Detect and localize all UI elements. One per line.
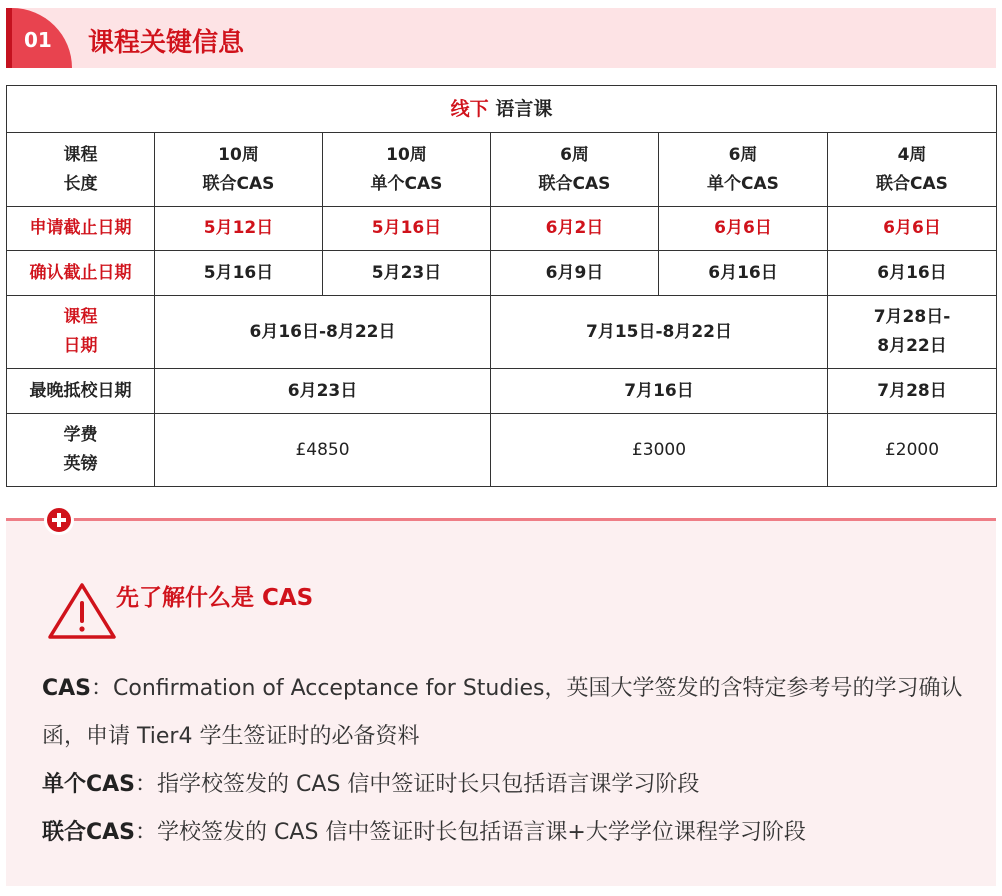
section-number-badge <box>6 8 72 68</box>
table-cell: 6月23日 <box>155 369 491 414</box>
definition-item: 单个CAS：指学校签发的 CAS 信中签证时长只包括语言课学习阶段 <box>42 772 700 797</box>
warning-icon <box>46 581 118 641</box>
tuition-row <box>7 414 997 487</box>
section-title: 课程关键信息 <box>88 28 245 58</box>
definition-term: CAS <box>42 676 92 701</box>
column-header: 6周 单个CAS <box>659 133 828 207</box>
row-label-confirm-deadline: 确认截止日期 <box>7 251 155 296</box>
definition-text: 指学校签发的 CAS 信中签证时长只包括语言课学习阶段 <box>157 772 700 797</box>
definition-item: 联合CAS：学校签发的 CAS 信中签证时长包括语言课+大学学位课程学习阶段 <box>42 820 806 845</box>
definition-term: 单个CAS <box>42 772 136 797</box>
table-cell: 6月2日 <box>491 207 659 251</box>
table-caption-row <box>7 86 997 133</box>
course-length-row <box>7 133 997 207</box>
table-cell: £2000 <box>828 414 997 487</box>
row-label-course-length: 课程 长度 <box>7 133 155 207</box>
latest-arrival-row <box>7 369 997 414</box>
cas-info-panel <box>6 521 996 886</box>
definition-term: 联合CAS <box>42 820 136 845</box>
table-cell: 6月6日 <box>659 207 828 251</box>
column-header: 10周 联合CAS <box>155 133 323 207</box>
table-cell: £3000 <box>491 414 828 487</box>
table-caption <box>7 86 997 133</box>
table-cell: 5月16日 <box>155 251 323 296</box>
section-number: 01 <box>24 28 52 52</box>
table-cell: 7月16日 <box>491 369 828 414</box>
column-header: 6周 联合CAS <box>491 133 659 207</box>
confirm-deadline-row <box>7 251 997 296</box>
row-label-apply-deadline: 申请截止日期 <box>7 207 155 251</box>
table-cell: 5月23日 <box>323 251 491 296</box>
column-header: 10周 单个CAS <box>323 133 491 207</box>
definition-item: CAS：Confirmation of Acceptance for Studies，英国大学签发的含特定参考号的学习确认函，申请 Tier4 学生签证时的必备资料 <box>42 676 963 749</box>
info-definitions <box>42 665 972 857</box>
table-cell: 5月12日 <box>155 207 323 251</box>
row-label-latest-arrival: 最晚抵校日期 <box>7 369 155 414</box>
table-cell: 7月28日- 8月22日 <box>828 296 997 369</box>
section-header <box>6 8 996 68</box>
definition-text: Confirmation of Acceptance for Studies，英国大学签发的含特定参考号的学习确认函，申请 Tier4 学生签证时的必备资料 <box>42 676 963 749</box>
apply-deadline-row <box>7 207 997 251</box>
table-cell: £4850 <box>155 414 491 487</box>
plus-icon <box>44 505 74 535</box>
table-cell: 6月16日 <box>828 251 997 296</box>
caption-mode: 线下 <box>450 97 489 120</box>
table-cell: 6月16日 <box>659 251 828 296</box>
definition-text: 学校签发的 CAS 信中签证时长包括语言课+大学学位课程学习阶段 <box>157 820 806 845</box>
table-cell: 5月16日 <box>323 207 491 251</box>
table-cell: 6月9日 <box>491 251 659 296</box>
table-cell: 6月16日-8月22日 <box>155 296 491 369</box>
table-cell: 7月15日-8月22日 <box>491 296 828 369</box>
course-schedule-table <box>6 85 997 487</box>
table-cell: 6月6日 <box>828 207 997 251</box>
row-label-tuition: 学费 英镑 <box>7 414 155 487</box>
table-cell: 7月28日 <box>828 369 997 414</box>
info-title: 先了解什么是 CAS <box>116 585 314 611</box>
row-label-course-dates: 课程 日期 <box>7 296 155 369</box>
caption-type: 语言课 <box>495 97 553 120</box>
course-dates-row <box>7 296 997 369</box>
column-header: 4周 联合CAS <box>828 133 997 207</box>
